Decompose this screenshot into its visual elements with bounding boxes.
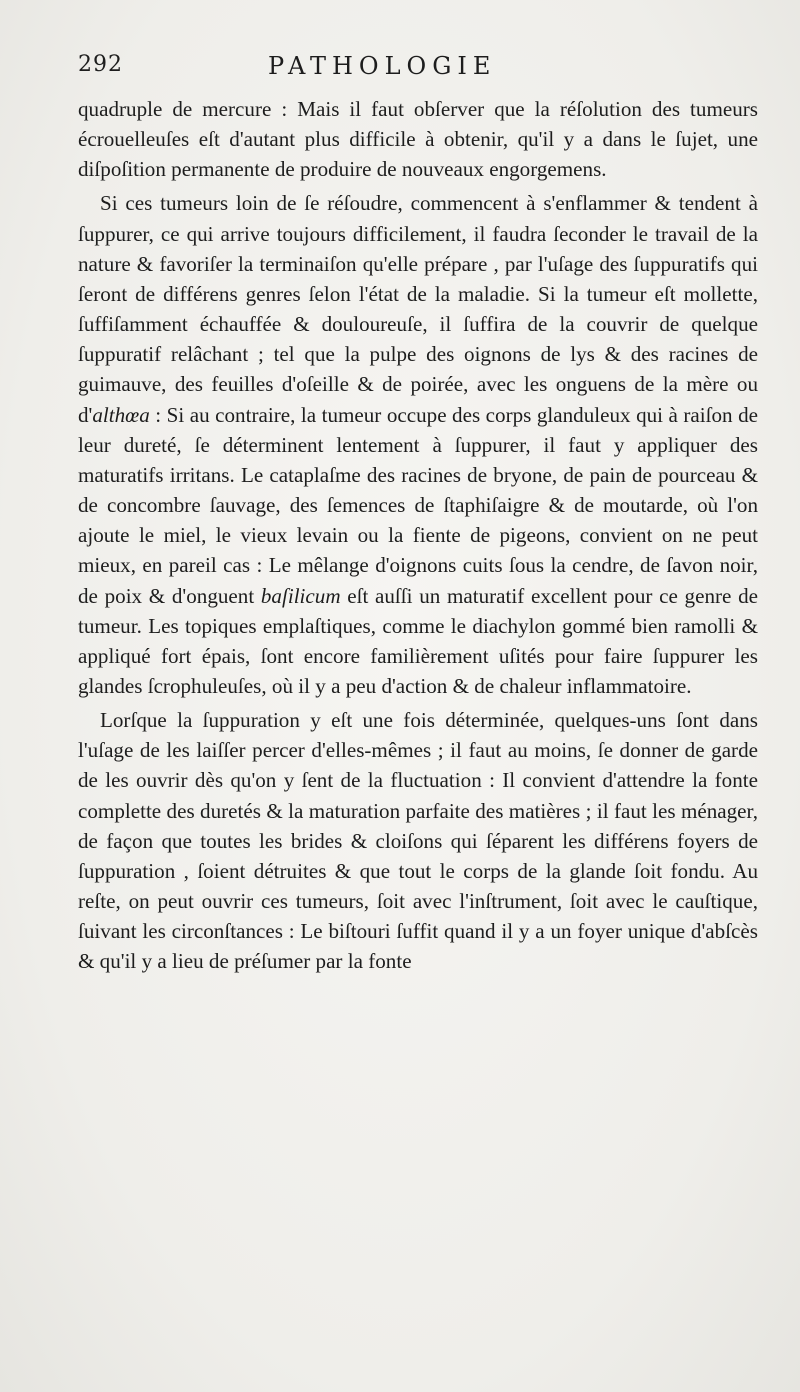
paragraph-1 bbox=[78, 94, 758, 184]
italic-term-basilicum: baſilicum bbox=[260, 583, 341, 608]
text-run: quadruple de mercure : Mais il faut obſerver que la réſolution des tumeurs écrouelleuſes eſt d'autant plus difficile à obtenir, qu'il y a dans le ſujet, une diſpoſition permanente de produire de nouveaux engorgemens. bbox=[78, 97, 758, 182]
paragraph-3 bbox=[78, 705, 758, 976]
page-header bbox=[78, 52, 758, 86]
text-run: Si ces tumeurs loin de ſe réſoudre, commencent à s'enflammer & tendent à ſuppurer, ce qui arrive toujours difficilement, il faudra ſeconder le travail de la nature & favoriſer la terminaiſon qu'elle prépare , par l'uſage des ſuppuratifs qui ſeront de différens genres ſelon l'état de la maladie. Si la tumeur eſt mollette, ſuffiſamment échauffée & douloureuſe, il ſuffira de la couvrir de quelque ſuppuratif relâchant ; tel que la pulpe des oignons de lys & des racines de guimauve, des feuilles d'oſeille & de poirée, avec les onguens de la mère ou d' bbox=[78, 191, 758, 427]
text-run: Lorſque la ſuppuration y eſt une fois déterminée, quelques-uns ſont dans l'uſage de les laiſſer percer d'elles-mêmes ; il faut au moins, ſe donner de garde de les ouvrir dès qu'on y ſent de la fluctuation : Il convient d'attendre la fonte complette des duretés & la maturation parfaite des matières ; il faut les ménager, de façon que toutes les brides & cloiſons qui ſéparent les différens foyers de ſuppuration , ſoient détruites & que tout le corps de la glande ſoit fondu. Au reſte, on peut ouvrir ces tumeurs, ſoit avec l'inſtrument, ſoit avec le cauſtique, ſuivant les circonſtances : Le biſtouri ſuffit quand il y a un foyer unique d'abſcès & qu'il y a lieu de préſumer par la fonte bbox=[78, 708, 758, 974]
page-number: 292 bbox=[78, 52, 123, 77]
paragraph-2 bbox=[78, 188, 758, 701]
text-run: eſt auſſi un maturatif excellent pour ce genre de tumeur. Les topiques emplaſtiques, comme le diachylon gommé bien ramolli & appliqué fort épais, ſont encore familièrement uſités pour faire ſuppurer les glandes ſcrophuleuſes, où il y a peu d'action & de chaleur inflammatoire. bbox=[78, 583, 758, 698]
running-title: PATHOLOGIE bbox=[268, 52, 497, 80]
italic-term-althaea: althœa bbox=[92, 402, 150, 427]
text-run: : Si au contraire, la tumeur occupe des corps glanduleux qui à raiſon de leur dureté, ſe déterminent lentement à ſuppurer, il faut y appliquer des maturatifs irritans. Le cataplaſme des racines de bryone, de pain de pourceau & de concombre ſauvage, des ſemences de ſtaphiſaigre & de moutarde, où l'on ajoute le miel, le vieux levain ou la fiente de pigeons, convient on ne peut mieux, en pareil cas : Le mêlange d'oignons cuits ſous la cendre, de ſavon noir, de poix & d'onguent bbox=[78, 402, 758, 608]
body-text bbox=[78, 94, 758, 977]
